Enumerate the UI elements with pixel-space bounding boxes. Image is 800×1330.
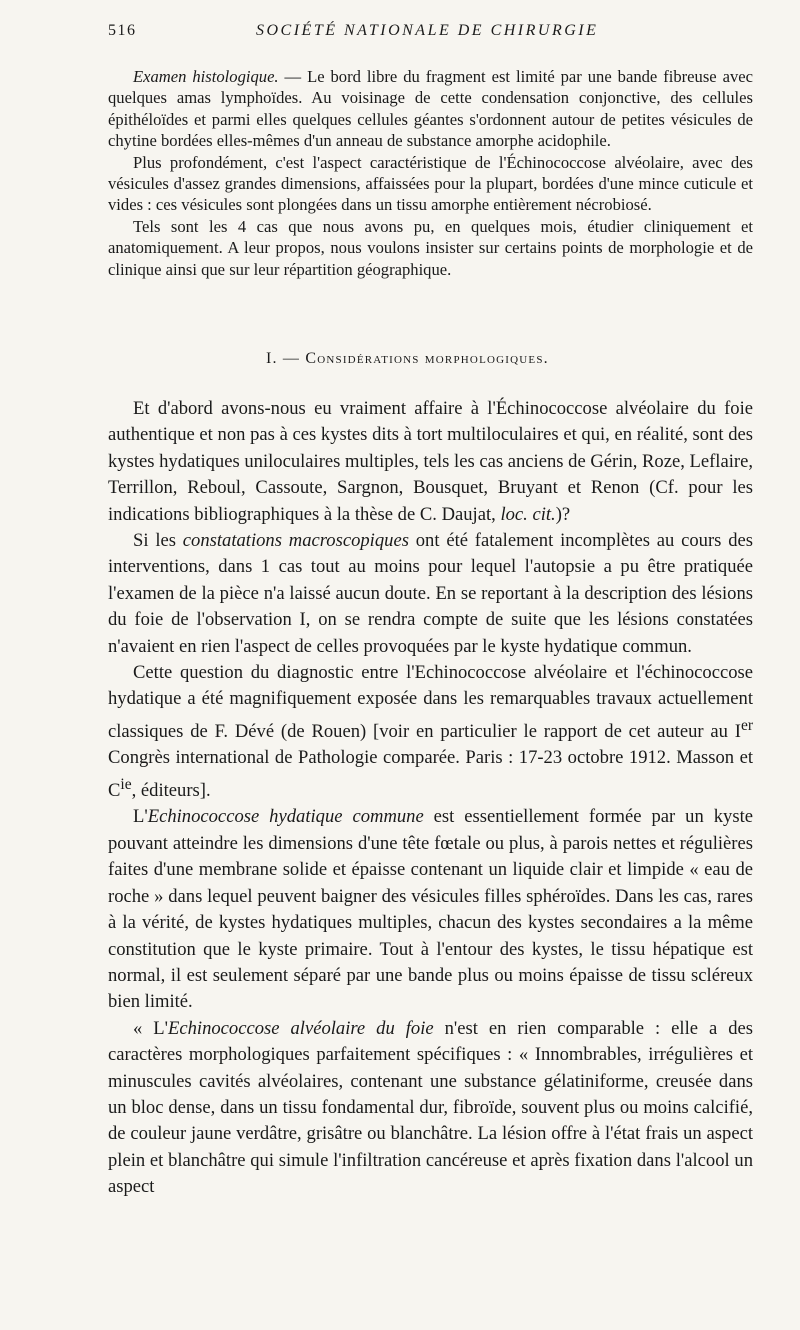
paragraph-text: — Le bord libre du fragment est limité par une bande fibreuse avec quelques amas lymphoïdes. Au voisinage de cette condensation conjonctive, des cellules épithéloïdes et parmi elles quelques cellules géantes s'ordonnent autour de petites vésicules de chytine bordées elles-mêmes d'un anneau de substance amorphe acidophile.	[108, 67, 753, 151]
paragraph-text: )?	[555, 503, 571, 525]
paragraph	[108, 66, 753, 152]
superscript: er	[740, 716, 753, 734]
citation: loc. cit.	[500, 503, 556, 525]
paragraph-text: Si les	[133, 530, 183, 552]
paragraph-text: ont été fatalement incomplètes au cours des interventions, dans 1 cas tout au moins pour lequel l'autopsie a pu être pratiquée l'examen de la pièce n'a laissé aucun doute. En se reportant à la description des lésions du foie de l'observation I, on se rendra compte de suite que les lésions constatées n'avaient en rien l'aspect de celles provoquées par le kyste hydatique commun.	[108, 530, 753, 657]
paragraph: Plus profondément, c'est l'aspect caractéristique de l'Échinococcose alvéolaire, avec des vésicules d'assez grandes dimensions, affaissées pour la plupart, bordées d'une mince cuticule et vides : ces vésicules sont plongées dans un tissu amorphe entièrement nécrobiosé.	[108, 152, 753, 215]
paragraph	[108, 1016, 753, 1201]
superscript: ie	[120, 775, 132, 793]
section-number: I. —	[266, 350, 301, 367]
main-text	[108, 396, 753, 1201]
paragraph-text: , éditeurs].	[131, 780, 211, 802]
running-title: SOCIÉTÉ NATIONALE DE CHIRURGIE	[256, 22, 599, 39]
section-title: Considérations morphologiques.	[305, 350, 549, 367]
subheading-label: Examen histologique.	[133, 67, 279, 86]
emphasis: Echinococcose alvéolaire du foie	[168, 1017, 434, 1039]
paragraph-text: L'	[133, 806, 148, 828]
paragraph-text: Cette question du diagnostic entre l'Echinococcose alvéolaire et l'échinococcose hydatique a été magnifiquement exposée dans les remarquables travaux actuellement classiques de F. Dévé (de Rouen) [voir en particulier le rapport de cet auteur au I	[108, 662, 753, 743]
paragraph	[108, 396, 753, 528]
paragraph	[108, 660, 753, 804]
case-report-text	[108, 66, 753, 280]
paragraph-text: est essentiellement formée par un kyste pouvant atteindre les dimensions d'une tête fœtale ou plus, à parois nettes et régulières faites d'une membrane solide et épaisse contenant un liquide clair et limpide « eau de roche » dans lequel peuvent baigner des vésicules filles sphéroïdes. Dans les cas, rares à la vérité, de kystes hydatiques multiples, chacun des kystes secondaires a la même constitution que le kyste primaire. Tout à l'entour des kystes, le tissu hépatique est normal, il est seulement séparé par une bande plus ou moins épaisse de tissu scléreux bien limité.	[108, 806, 753, 1013]
paragraph: Tels sont les 4 cas que nous avons pu, en quelques mois, étudier cliniquement et anatomiquement. A leur propos, nous voulons insister sur certains points de morphologie et de clinique ainsi que sur leur répartition géographique.	[108, 216, 753, 279]
paragraph-text: n'est en rien comparable : elle a des caractères morphologiques parfaitement spécifiques : « Innombrables, irrégulières et minuscules cavités alvéolaires, contenant une substance gélatiniforme, creusée dans un bloc dense, dans un tissu fondamental dur, fibroïde, souvent plus ou moins calcifié, de couleur jaune verdâtre, grisâtre ou blanchâtre. La lésion offre à l'état frais un aspect plein et blanchâtre qui simule l'infiltration cancéreuse et après fixation dans l'alcool un aspect	[108, 1017, 754, 1198]
paragraph	[108, 804, 753, 1015]
emphasis: constatations macroscopiques	[182, 530, 409, 552]
paragraph-text: « L'	[133, 1017, 168, 1039]
page-number: 516	[108, 22, 137, 39]
paragraph-text: Congrès international de Pathologie comparée. Paris : 17-23 octobre 1912. Masson et C	[108, 747, 753, 802]
section-heading	[266, 350, 686, 368]
paragraph-text: Et d'abord avons-nous eu vraiment affaire à l'Échinococcose alvéolaire du foie authentique et non pas à ces kystes dits à tort multiloculaires et qui, en réalité, sont des kystes hydatiques uniloculaires multiples, tels les cas anciens de Gérin, Roze, Leflaire, Terrillon, Reboul, Cassoute, Sargnon, Bousquet, Bruyant et Renon (Cf. pour les indications bibliographiques à la thèse de C. Daujat,	[108, 398, 753, 525]
paragraph	[108, 528, 753, 660]
emphasis: Echinococcose hydatique commune	[147, 806, 424, 828]
